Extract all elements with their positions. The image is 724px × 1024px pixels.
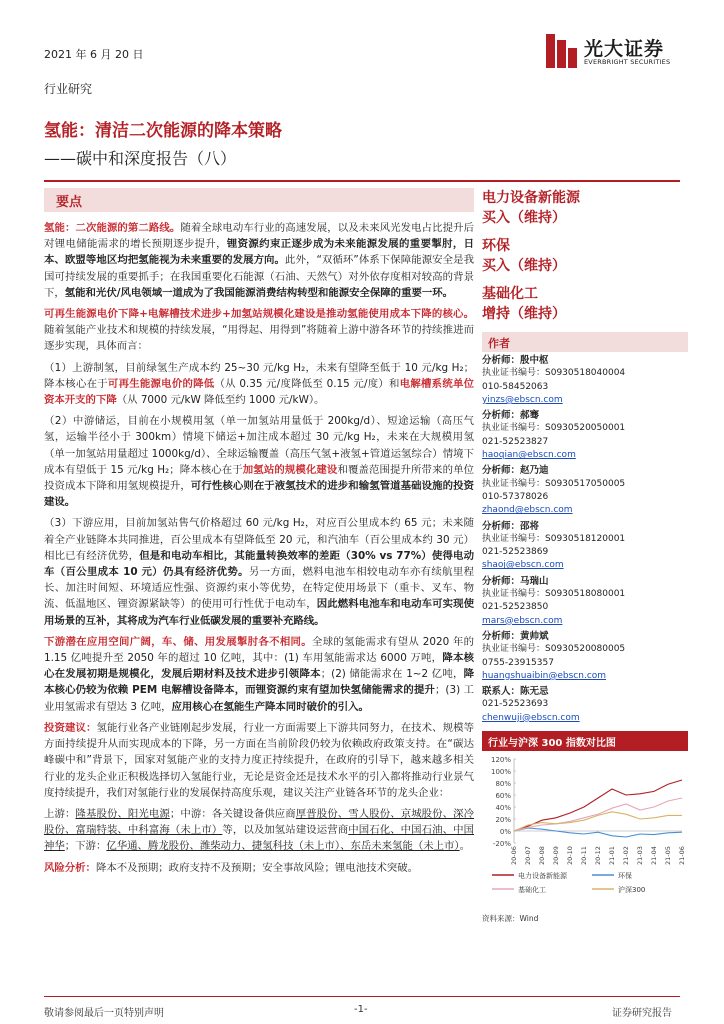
p4-text-2: 和覆盖范围提升所带来的单位投资成本下降和用氢规模提升， xyxy=(44,463,474,493)
x-tick-label: 20-11 xyxy=(580,846,588,866)
chart-source: 资料来源：Wind xyxy=(482,914,539,924)
p8-text-1: 上游： xyxy=(44,807,76,820)
footer-divider xyxy=(44,996,680,997)
p3-highlight-2: 电解槽系统单位资本开支的下降 xyxy=(44,377,475,407)
rating-sector: 基础化工 xyxy=(482,286,538,302)
x-tick-label: 21-06 xyxy=(678,846,686,866)
author-license: 执业证书编号：S0930518120001 xyxy=(482,533,626,544)
legend-label: 环保 xyxy=(618,872,632,881)
author-phone: 021-52523850 xyxy=(482,602,549,613)
y-tick-label: 0% xyxy=(499,828,511,837)
p1-text-1: 随着全球电动车行业的高速发展，以及未来风光发电占比提升后对锂电储能需求的增长预期逐步提升， xyxy=(44,222,474,251)
p9-text-1: 降本不及预期；政府支持不及预期；安全事故风险；锂电池技术突破。 xyxy=(95,861,419,874)
paragraph-9 xyxy=(44,860,474,876)
p8-text-2: ；中游：各关键设备供应商 xyxy=(169,807,296,820)
p5-text-1: （3）下游应用，目前加氢站售气价格超过 60 元/kg H₂，对应百公里成本约 65 元；未来随着全产业链降本共同推进，百公里成本有望降低至 20 元，和汽油车（百公里成本约 30 元）相比已有经济优势， xyxy=(44,517,474,562)
author-phone: 0755-23915357 xyxy=(482,657,554,668)
y-tick-label: 120% xyxy=(490,756,511,765)
author-license: 执业证书编号：S0930518040004 xyxy=(482,368,626,379)
paragraph-2 xyxy=(44,306,474,355)
p6-bold-3: 应用核心在氢能生产降本同时破价的引入。 xyxy=(171,700,369,713)
author-phone: 010-57378026 xyxy=(482,491,549,502)
p8-text-5: 。 xyxy=(459,840,471,853)
author-name: 分析师：马瑞山 xyxy=(482,575,549,587)
p6-bold-2: 降本核心仍较为依赖 PEM 电解槽设备降本，而锂资源约束有望加快氢储能需求的提升 xyxy=(44,668,474,697)
x-tick-label: 21-03 xyxy=(636,846,644,866)
p6-bold-1: 降本核心在发展初期是规模化，发展后期材料及技术进步引领降本 xyxy=(44,652,474,681)
authors-header: 作者 xyxy=(482,332,688,352)
p3-text-3: （从 7000 元/kW 降低至约 1000 元/kW）。 xyxy=(116,394,325,407)
y-tick-label: 80% xyxy=(495,780,511,789)
legend-label: 电力设备新能源 xyxy=(518,872,567,881)
author-email[interactable]: haoqian@ebscn.com xyxy=(482,450,576,461)
p6-highlight: 下游潜在应用空间广阔，车、储、用发展掣肘各不相同。 xyxy=(44,635,312,648)
p1-bold-1: 锂资源约束正逐步成为未来能源发展的重要掣肘，日本、欧盟等地区均把氢能视为未来重要的发展方向。 xyxy=(44,238,474,267)
author-1 xyxy=(482,354,688,407)
author-email[interactable]: huangshuaibin@ebscn.com xyxy=(482,670,607,681)
p7-text-1: 氢能行业各产业链刚起步发展，行业一方面需要上下游共同努力，在技术、规模等方面持续提升从而实现成本的下降，另一方面在当前阶段仍较为依赖政府政策支持。在“碳达峰碳中和”背景下，国家对氢能产业的支持力度正持续提升，在政府的引导下，越来越多相关行业的龙头企业正积极选择切入氢能行业，无论是资金还是技术水平的引入都将推动行业景气度持续提升，我们对氢能行业的发展保持高度乐观，建议关注产业链各环节的龙头企业： xyxy=(44,721,474,799)
page-title: 氢能：清洁二次能源的降本策略 xyxy=(44,121,282,141)
summary-header-label: 要点 xyxy=(56,195,83,210)
rating-1 xyxy=(482,188,688,228)
p5-bold-2: 因此燃料电池车和电动车可实现使用场景的互补，其将成为汽车行业低碳发展的重要补充路线。 xyxy=(44,598,475,627)
author-3 xyxy=(482,464,688,517)
series-line-2 xyxy=(514,828,682,837)
paragraph-3 xyxy=(44,360,474,409)
p6-text-3: ；(3) 工业用氢需求有望达 3 亿吨， xyxy=(44,684,474,713)
author-2 xyxy=(482,409,688,462)
p1-highlight: 氢能：二次能源的第二路线。 xyxy=(44,222,181,234)
author-7 xyxy=(482,685,688,725)
p8-stocks-4: 亿华通、腾龙股份、潍柴动力、捷氢科技（未上市）、东岳未来氢能（未上市） xyxy=(106,840,460,853)
p6-text-2: ；(2) 储能需求在 1~2 亿吨， xyxy=(320,668,464,681)
logo-subtext: EVERBRIGHT SECURITIES xyxy=(584,58,671,66)
y-tick-label: 40% xyxy=(495,804,511,813)
x-tick-label: 21-05 xyxy=(664,846,672,866)
rating-sector: 电力设备新能源 xyxy=(482,190,580,206)
paragraph-6 xyxy=(44,634,474,715)
author-name: 联系人：陈无忌 xyxy=(482,686,549,698)
x-tick-label: 20-08 xyxy=(538,846,546,866)
footer-disclaimer: 敬请参阅最后一页特别声明 xyxy=(44,1008,164,1019)
x-tick-label: 21-02 xyxy=(622,846,630,866)
p5-bold-1: 但是和电动车相比，其能量转换效率的差距（30% vs 77%）使得电动车（百公里成本 10 元）仍具有经济优势。 xyxy=(44,549,475,579)
report-date: 2021 年 6 月 20 日 xyxy=(44,48,144,61)
p8-text-3: 等，以及加氢站建设运营商 xyxy=(222,824,349,837)
logo-text: 光大证券 xyxy=(584,38,665,60)
page-subtitle: ——碳中和深度报告（八） xyxy=(44,149,237,168)
author-email[interactable]: yinzs@ebscn.com xyxy=(482,394,563,405)
rating-sector: 环保 xyxy=(482,238,510,254)
author-name: 分析师：殷中枢 xyxy=(482,355,549,366)
company-logo xyxy=(544,30,704,80)
x-tick-label: 21-01 xyxy=(608,846,616,866)
x-tick-label: 20-09 xyxy=(552,846,560,866)
p5-text-2: 另一方面，燃料电池车相较电动车亦有续航里程长、加注时间短、环境适应性强、资源约束小等优势，在特定使用场景下（重卡、叉车、物流、低温地区、锂资源紧缺等）的使用可行性优于电动车， xyxy=(44,566,474,611)
rating-value: 买入（维持） xyxy=(482,210,566,226)
legend-label: 沪深300 xyxy=(618,886,646,895)
paragraph-8 xyxy=(44,806,474,855)
p3-text-1: （1）上游制氢，目前绿氢生产成本约 25~30 元/kg H₂，未来有望降至低于 10 元/kg H₂；降本核心在于 xyxy=(44,361,474,390)
rating-3 xyxy=(482,284,688,324)
author-license: 执业证书编号：S0930518080001 xyxy=(482,589,626,600)
p7-highlight: 投资建议： xyxy=(44,721,97,734)
page-number: -1- xyxy=(354,1004,368,1015)
p3-highlight-1: 可再生能源电价的降低 xyxy=(107,377,215,390)
p8-stocks-2: 厚普股份、雪人股份、京城股份、深冷股份、富瑞特装、中科富海（未上市） xyxy=(44,807,475,837)
author-email[interactable]: shaoj@ebscn.com xyxy=(482,560,564,571)
author-phone: 021-52523827 xyxy=(482,436,549,447)
chart-header: 行业与沪深 300 指数对比图 xyxy=(482,731,688,751)
p4-highlight-1: 加氢站的规模化建设 xyxy=(242,463,338,476)
footer-report-type: 证券研究报告 xyxy=(612,1008,672,1019)
author-name: 分析师：赵乃迪 xyxy=(482,465,549,477)
y-tick-label: 100% xyxy=(490,768,511,777)
x-tick-label: 20-12 xyxy=(594,846,602,866)
author-name: 分析师：黄帅斌 xyxy=(482,630,549,642)
x-tick-label: 20-10 xyxy=(566,846,574,866)
index-comparison-chart xyxy=(482,751,688,913)
x-tick-label: 20-06 xyxy=(510,846,518,866)
report-category: 行业研究 xyxy=(44,82,93,96)
rating-value: 买入（维持） xyxy=(482,258,566,274)
author-6 xyxy=(482,630,688,683)
p1-text-2: 此外，“双循环”体系下保障能源安全是我国可持续发展的重要抓手；在我国重要化石能源（石油、天然气）对外依存度相对较高的背景下， xyxy=(44,254,475,299)
author-phone: 021-52523693 xyxy=(482,699,549,710)
paragraph-5 xyxy=(44,515,474,628)
logo-mark-icon xyxy=(544,30,580,70)
paragraph-7 xyxy=(44,720,474,801)
rating-value: 增持（维持） xyxy=(482,306,566,322)
rating-2 xyxy=(482,236,688,276)
p2-highlight: 可再生能源电价下降+电解槽技术进步+加氢站规模化建设是推动氢能使用成本下降的核心。 xyxy=(44,308,474,321)
p2-text-1: 随着氢能产业技术和规模的持续发展，“用得起、用得到”将随着上游中游各环节的持续推进而逐步实现，具体而言： xyxy=(44,324,474,353)
summary-header xyxy=(44,188,474,212)
author-license: 执业证书编号：S0930520080005 xyxy=(482,644,626,655)
p8-text-4: ；下游： xyxy=(64,840,107,853)
x-tick-label: 21-04 xyxy=(650,846,658,866)
author-license: 执业证书编号：S0930520050001 xyxy=(482,423,626,434)
paragraph-4 xyxy=(44,413,474,510)
author-email[interactable]: mars@ebscn.com xyxy=(482,615,563,626)
y-tick-label: 20% xyxy=(495,816,511,825)
author-phone: 021-52523869 xyxy=(482,547,549,558)
y-tick-label: 60% xyxy=(495,792,511,801)
author-name: 分析师：邵将 xyxy=(482,520,540,532)
p4-text-1: （2）中游储运，目前在小规模用氢（单一加氢站用量低于 200kg/d）、短途运输（高压气氢，运输半径小于 300km）情境下储运+加注成本超过 30 元/kg H₂，未来在大规模用氢（单一加氢站用量超过 1000kg/d）、全球运输覆盖（高压气氢+液氢+管道运氢综合）情境下成本有望低于 15 元/kg H₂；降本核心在于 xyxy=(44,415,474,476)
author-5 xyxy=(482,575,688,628)
p4-bold-1: 可行性核心则在于液氢技术的进步和输氢管道基础设施的投资建设。 xyxy=(44,480,475,509)
author-license: 执业证书编号：S0930517050005 xyxy=(482,478,626,489)
author-email[interactable]: chenwuji@ebscn.com xyxy=(482,712,580,723)
author-phone: 010-58452063 xyxy=(482,381,549,392)
sidebar xyxy=(482,188,688,924)
p9-highlight: 风险分析： xyxy=(44,861,96,874)
series-line-3 xyxy=(514,798,682,831)
paragraph-1 xyxy=(44,220,474,301)
summary-body xyxy=(44,220,474,881)
p3-text-2: （从 0.35 元/度降低至 0.15 元/度）和 xyxy=(214,377,400,390)
author-email[interactable]: zhaond@ebscn.com xyxy=(482,505,573,516)
p8-stocks-3: 中国石化、中国石油、中国神华 xyxy=(44,824,475,853)
x-tick-label: 20-07 xyxy=(524,846,532,866)
title-divider xyxy=(44,180,680,182)
p6-text-1: 全球的氢能需求有望从 2020 年的 1.15 亿吨提升至 2050 年的超过 10 亿吨，其中：(1) 车用氢能需求达 6000 万吨， xyxy=(44,635,474,665)
author-name: 分析师：郝骞 xyxy=(482,410,540,422)
legend-label: 基础化工 xyxy=(518,886,546,895)
author-4 xyxy=(482,520,688,573)
chart-svg xyxy=(482,751,688,913)
p8-stocks-1: 隆基股份、阳光电源 xyxy=(75,807,170,820)
y-tick-label: -20% xyxy=(492,840,511,849)
p1-bold-2: 氢能和光伏/风电领域一道成为了我国能源消费结构转型和能源安全保障的重要一环。 xyxy=(64,286,454,299)
